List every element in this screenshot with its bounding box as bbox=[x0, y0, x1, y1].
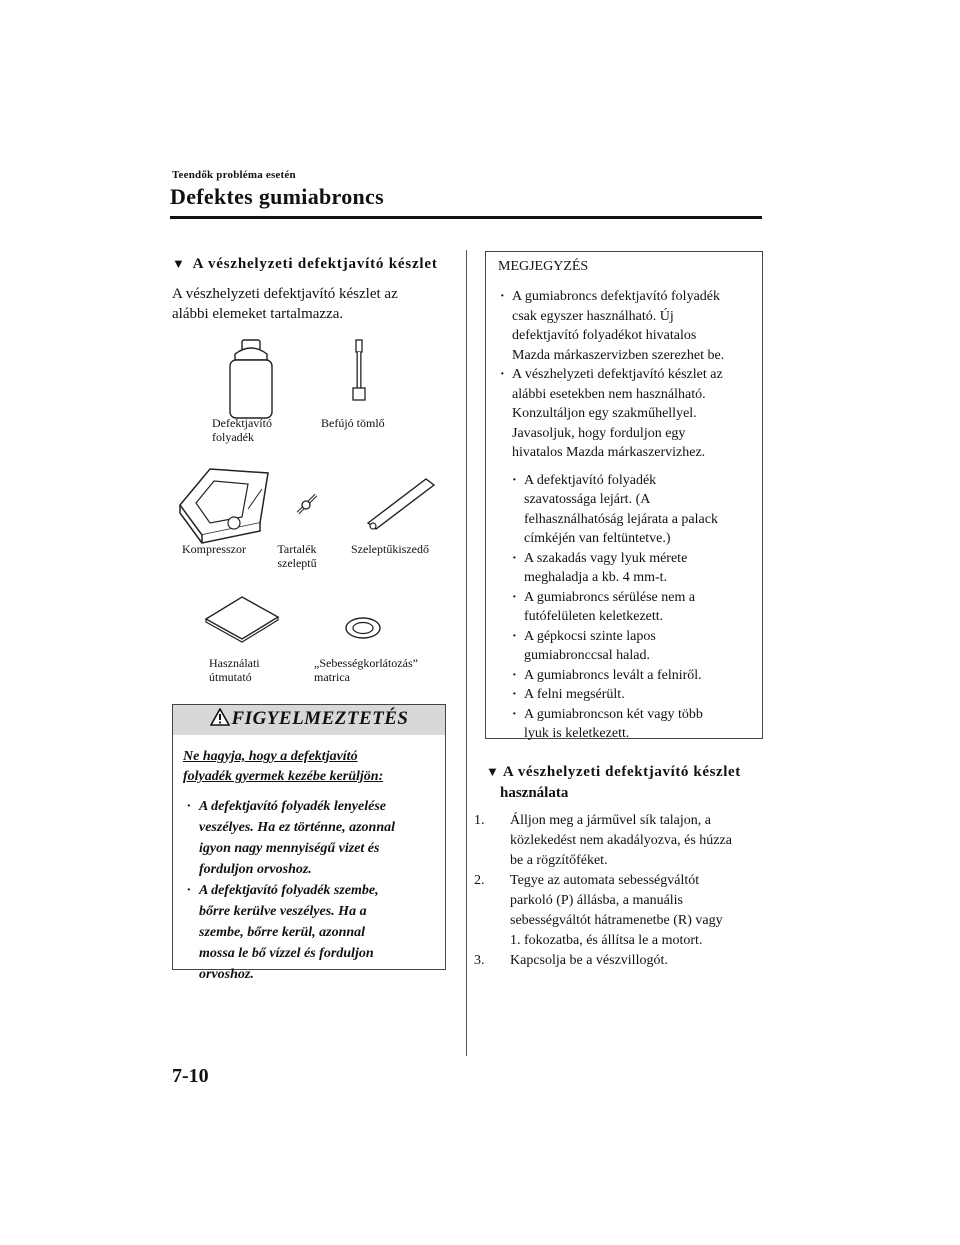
note-sub-bullet: · A gumiabroncson két vagy több lyuk is keletkezett. bbox=[512, 705, 758, 744]
caption-compressor: Kompresszor bbox=[182, 542, 246, 556]
note-bullet: · A gumiabroncs defektjavító folyadék csak egyszer használható. Új defektjavító folyadékot hivatalos Mazda márkaszervizben szerezhet be. bbox=[500, 287, 758, 365]
triangle-marker-icon: ▼ bbox=[486, 764, 499, 779]
spare-valve-icon bbox=[298, 495, 316, 513]
warning-header bbox=[173, 705, 445, 735]
triangle-marker-icon: ▼ bbox=[172, 256, 185, 271]
usage-steps bbox=[474, 811, 764, 971]
note-box bbox=[485, 251, 763, 739]
caption-spare-valve: Tartalék szeleptű bbox=[277, 542, 317, 570]
sealant-bottle-icon bbox=[230, 340, 272, 418]
note-sub-bullet: · A gépkocsi szinte lapos gumiabronccsal halad. bbox=[512, 627, 758, 666]
owner-manual-icon bbox=[206, 597, 278, 642]
title-divider bbox=[170, 216, 762, 219]
warning-bullet: · A defektjavító folyadék lenyelése veszélyes. Ha ez történne, azonnal igyon nagy mennyiségű vizet és forduljon orvoshoz. bbox=[187, 796, 439, 880]
kit-section-heading: ▼ A vészhelyzeti defektjavító készlet bbox=[172, 256, 438, 272]
note-sub-bullet: · A gumiabroncs sérülése nem a futófelületen keletkezett. bbox=[512, 588, 758, 627]
page-title: Defektes gumiabroncs bbox=[170, 184, 384, 209]
air-hose-icon bbox=[353, 340, 365, 400]
valve-tool-icon bbox=[368, 479, 434, 529]
step-item: 1. Álljon meg a járművel sík talajon, a közlekedést nem akadályozva, és húzza be a rögzítőféket. bbox=[474, 813, 732, 868]
note-sub-bullet: · A szakadás vagy lyuk mérete meghaladja a kb. 4 mm-t. bbox=[512, 549, 758, 588]
step-item: 3. Kapcsolja be a vészvillogót. bbox=[474, 953, 668, 968]
warning-lead: Ne hagyja, hogy a defektjavító folyadék gyermek kezébe kerüljön: bbox=[183, 749, 384, 784]
warning-triangle-icon bbox=[210, 708, 230, 726]
warning-box bbox=[172, 704, 446, 982]
note-sub-bullet: · A defektjavító folyadék szavatossága lejárt. (A felhasználhatóság lejárata a palack címkéjén van feltüntetve.) bbox=[512, 471, 758, 549]
kit-intro: A vészhelyzeti defektjavító készlet az alábbi elemeket tartalmazza. bbox=[172, 286, 398, 322]
step-item: 2. Tegye az automata sebességváltót parkoló (P) állásba, a manuális sebességváltót hátramenetbe (R) vagy 1. fokozatba, és állítsa le a motort. bbox=[474, 873, 723, 948]
caption-manual: Használati útmutató bbox=[209, 656, 260, 684]
note-title: MEGJEGYZÉS bbox=[498, 259, 589, 274]
note-bullet: · A vészhelyzeti defektjavító készlet az alábbi esetekben nem használható. Konzultáljon egy szakműhellyel. Javasoljuk, hogy forduljon egy hivatalos Mazda márkaszervizhez. bbox=[500, 365, 758, 463]
caption-valve-tool: Szeleptűkiszedő bbox=[351, 542, 429, 556]
warning-list bbox=[187, 796, 439, 985]
warning-title: FIGYELMEZTETÉS bbox=[231, 708, 409, 729]
speed-limit-sticker-icon bbox=[346, 618, 380, 638]
page-number: 7-10 bbox=[172, 1065, 209, 1087]
compressor-icon bbox=[180, 469, 268, 543]
caption-hose: Befújó tömlő bbox=[321, 416, 385, 430]
kit-illustration bbox=[170, 335, 460, 695]
caption-sealant: Defektjavító folyadék bbox=[212, 416, 272, 444]
note-sub-bullet: · A felni megsérült. bbox=[512, 685, 758, 705]
warning-bullet: · A defektjavító folyadék szembe, bőrre kerülve veszélyes. Ha a szembe, bőrre kerül, azonnal mossa le bő vízzel és forduljon orvoshoz. bbox=[187, 880, 439, 985]
note-sub-bullet: · A gumiabroncs levált a felniről. bbox=[512, 666, 758, 686]
column-divider bbox=[466, 250, 467, 1056]
caption-sticker: „Sebességkorlátozás” matrica bbox=[314, 656, 418, 684]
usage-section-heading: ▼ A vészhelyzeti defektjavító készlet használata bbox=[486, 764, 741, 801]
note-list bbox=[500, 287, 758, 744]
breadcrumb: Teendők probléma esetén bbox=[172, 169, 296, 181]
